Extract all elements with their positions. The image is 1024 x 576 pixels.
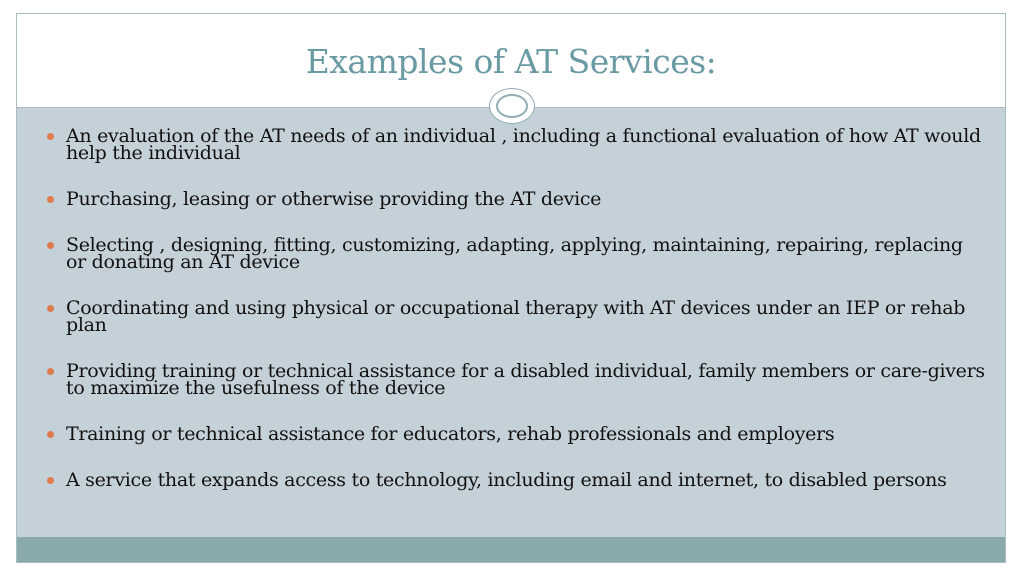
footer-bar bbox=[17, 537, 1005, 562]
circle-ornament-inner bbox=[496, 94, 528, 118]
bullet-icon bbox=[47, 368, 54, 375]
bullet-item bbox=[47, 234, 987, 273]
bullet-icon bbox=[47, 242, 54, 249]
bullet-item bbox=[47, 297, 987, 336]
bullet-item bbox=[47, 360, 987, 399]
bullet-item bbox=[47, 188, 987, 210]
bullet-text: Selecting , designing, fitting, customizing, adapting, applying, maintaining, repairing, replacing or donating an AT device bbox=[66, 234, 963, 273]
bullet-icon bbox=[47, 305, 54, 312]
bullet-text: Purchasing, leasing or otherwise providing the AT device bbox=[66, 188, 602, 210]
bullet-icon bbox=[47, 431, 54, 438]
bullet-text: A service that expands access to technology, including email and internet, to disabled persons bbox=[66, 469, 947, 491]
bullet-text: Coordinating and using physical or occupational therapy with AT devices under an IEP or rehab plan bbox=[66, 297, 966, 336]
slide bbox=[16, 13, 1006, 563]
bullet-icon bbox=[47, 133, 54, 140]
bullet-icon bbox=[47, 477, 54, 484]
bullet-item bbox=[47, 125, 987, 164]
slide-title: Examples of AT Services: bbox=[305, 42, 717, 81]
circle-ornament-icon bbox=[489, 88, 535, 124]
bullet-item bbox=[47, 423, 987, 445]
bullet-text: Training or technical assistance for educators, rehab professionals and employers bbox=[66, 423, 835, 445]
bullet-item bbox=[47, 469, 987, 491]
bullet-text: Providing training or technical assistance for a disabled individual, family members or care-givers to maximize the usefulness of the device bbox=[66, 360, 985, 399]
bullet-list bbox=[47, 125, 987, 518]
bullet-icon bbox=[47, 196, 54, 203]
bullet-text: An evaluation of the AT needs of an individual , including a functional evaluation of how AT would help the individual bbox=[66, 125, 981, 164]
